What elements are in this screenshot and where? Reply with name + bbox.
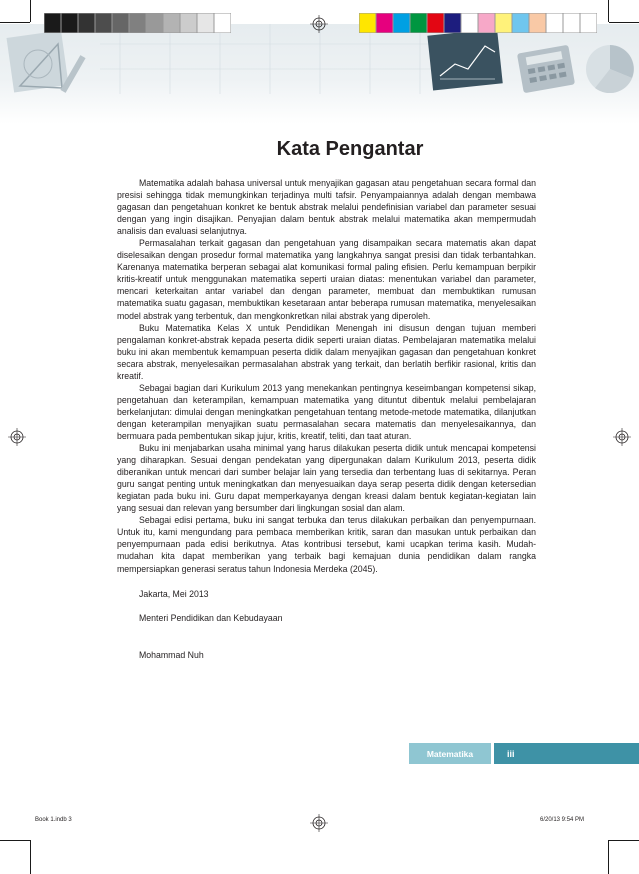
paragraph: Buku Matematika Kelas X untuk Pendidikan Menengah ini disusun dengan tujuan memberi pengalaman konkret-abstrak kepada peserta didik seperti uraian diatas. Pembelajaran matematika melalui buku ini akan membentuk kemampuan peserta didik dalam menyajikan gagasan dan pengetahuan konkret secara abstrak, menyelesaikan permasalahan abstrak yang terkait, dan berlatih berfikir rasional, kritis dan kreatif. (117, 322, 536, 381)
color-swatch (546, 13, 563, 33)
color-swatch (44, 13, 61, 33)
timestamp-slug: 6/20/13 9:54 PM (540, 817, 585, 823)
color-swatch (95, 13, 112, 33)
signatory: Mohammad Nuh (139, 650, 204, 660)
color-swatch (580, 13, 597, 33)
registration-mark-icon (8, 428, 26, 446)
registration-mark-icon (310, 15, 328, 33)
crop-mark (609, 22, 639, 23)
color-swatch (410, 13, 427, 33)
header-illustration (0, 24, 639, 124)
footer-subject: Matematika (409, 743, 491, 764)
crop-mark (30, 840, 31, 874)
color-swatch (112, 13, 129, 33)
page-title: Kata Pengantar (276, 138, 424, 160)
geometry-drawing-icon (7, 30, 86, 92)
color-swatch (146, 13, 163, 33)
color-swatch (163, 13, 180, 33)
footer-tab (409, 743, 639, 764)
crop-mark (0, 840, 30, 841)
institution: Menteri Pendidikan dan Kebudayaan (139, 613, 283, 623)
color-swatch (529, 13, 546, 33)
grayscale-calibration-bar (44, 13, 231, 33)
registration-mark-icon (310, 814, 328, 832)
crop-mark (30, 0, 31, 22)
crop-mark (608, 0, 609, 22)
color-swatch (495, 13, 512, 33)
color-swatch (359, 13, 376, 33)
color-swatch (129, 13, 146, 33)
place-date: Jakarta, Mei 2013 (139, 589, 209, 599)
color-swatch (78, 13, 95, 33)
color-swatch (427, 13, 444, 33)
color-swatch (563, 13, 580, 33)
paragraph: Buku ini menjabarkan usaha minimal yang harus dilakukan peserta didik untuk mencapai kompetensi yang diharapkan. Sesuai dengan pendekatan yang dipergunakan dalam Kurikulum 2013, peserta didik diberanikan untuk mencari dari sumber belajar lain yang tersedia dan terbentang luas di sekitarnya. Peran guru sangat penting untuk meningkatkan dan menyesuaikan daya serap peserta didik dengan ketersedian kegiatan pada buku ini. Guru dapat memperkayanya dengan kreasi dalam bentuk kegiatan-kegiatan lain yang sesuai dan relevan yang bersumber dari lingkungan sosial dan alam. (117, 443, 536, 514)
color-swatch (444, 13, 461, 33)
color-swatch (512, 13, 529, 33)
color-swatch (478, 13, 495, 33)
calculator-icon (517, 45, 575, 93)
crop-mark (609, 840, 639, 841)
page-number: iii (494, 743, 639, 764)
foreword-body (117, 177, 536, 575)
crop-mark (608, 840, 609, 874)
file-slug: Book 1.indb 3 (35, 817, 72, 823)
header-decoration (0, 24, 639, 124)
pie-chart-icon (586, 45, 634, 93)
color-swatch (197, 13, 214, 33)
crop-mark (0, 22, 30, 23)
color-swatch (376, 13, 393, 33)
paragraph: Matematika adalah bahasa universal untuk menyajikan gagasan atau pengetahuan secara formal dan presisi sehingga tidak memungkinkan terjadinya multi tafsir. Penyampaiannya adalah dengan membawa gagasan dan pengetahuan konkret ke bentuk abstrak melalui pendefinisian variabel dan parameter sesuai dengan yang ingin disajikan. Penyajian dalam bentuk abstrak melalui matematika akan mempermudah analisis dan evaluasi selanjutnya. (117, 178, 536, 237)
color-swatch (180, 13, 197, 33)
chart-board-icon (427, 28, 502, 90)
paragraph: Permasalahan terkait gagasan dan pengetahuan yang disampaikan secara matematis akan dapat diselesaikan dengan prosedur formal matematika yang langkahnya sangat presisi dan tidak terbantahkan. Karenanya matematika berperan sebagai alat komunikasi formal paling efisien. Perlu kemampuan berpikir kritis-kreatif untuk menggunakan matematika seperti uraian diatas: menentukan variabel dan parameter, mencari keterkaitan antar variabel dan dengan parameter, membuat dan membuktikan rumusan matematika suatu gagasan, membuktikan kesetaraan antar beberapa rumusan matematika, menyelesaikan model abstrak yang terbentuk, dan mengkonkretkan nilai abstrak yang diperoleh. (117, 238, 536, 321)
color-calibration-bar (359, 13, 597, 33)
color-swatch (461, 13, 478, 33)
color-swatch (214, 13, 231, 33)
color-swatch (393, 13, 410, 33)
paragraph: Sebagai bagian dari Kurikulum 2013 yang menekankan pentingnya keseimbangan kompetensi sikap, pengetahuan dan keterampilan, kemampuan matematika yang dituntut dibentuk melalui pembelajaran berkelanjutan: dimulai dengan meningkatkan pengetahuan tentang metode-metode matematika, dilanjutkan dengan keterampilan menyajikan suatu permasalahan secara matematis dan menyelesaikannya, dan bermuara pada pembentukan sikap jujur, kritis, kreatif, teliti, dan taat aturan. (117, 382, 536, 441)
paragraph: Sebagai edisi pertama, buku ini sangat terbuka dan terus dilakukan perbaikan dan penyempurnaan. Untuk itu, kami mengundang para pembaca memberikan kritik, saran dan masukan untuk perbaikan dan penyempurnaan pada edisi berikutnya. Atas kontribusi tersebut, kami ucapkan terima kasih. Mudah-mudahan kita dapat memberikan yang terbaik bagi kemajuan dunia pendidikan dalam rangka mempersiapkan generasi seratus tahun Indonesia Merdeka (2045). (117, 515, 536, 574)
registration-mark-icon (613, 428, 631, 446)
color-swatch (61, 13, 78, 33)
